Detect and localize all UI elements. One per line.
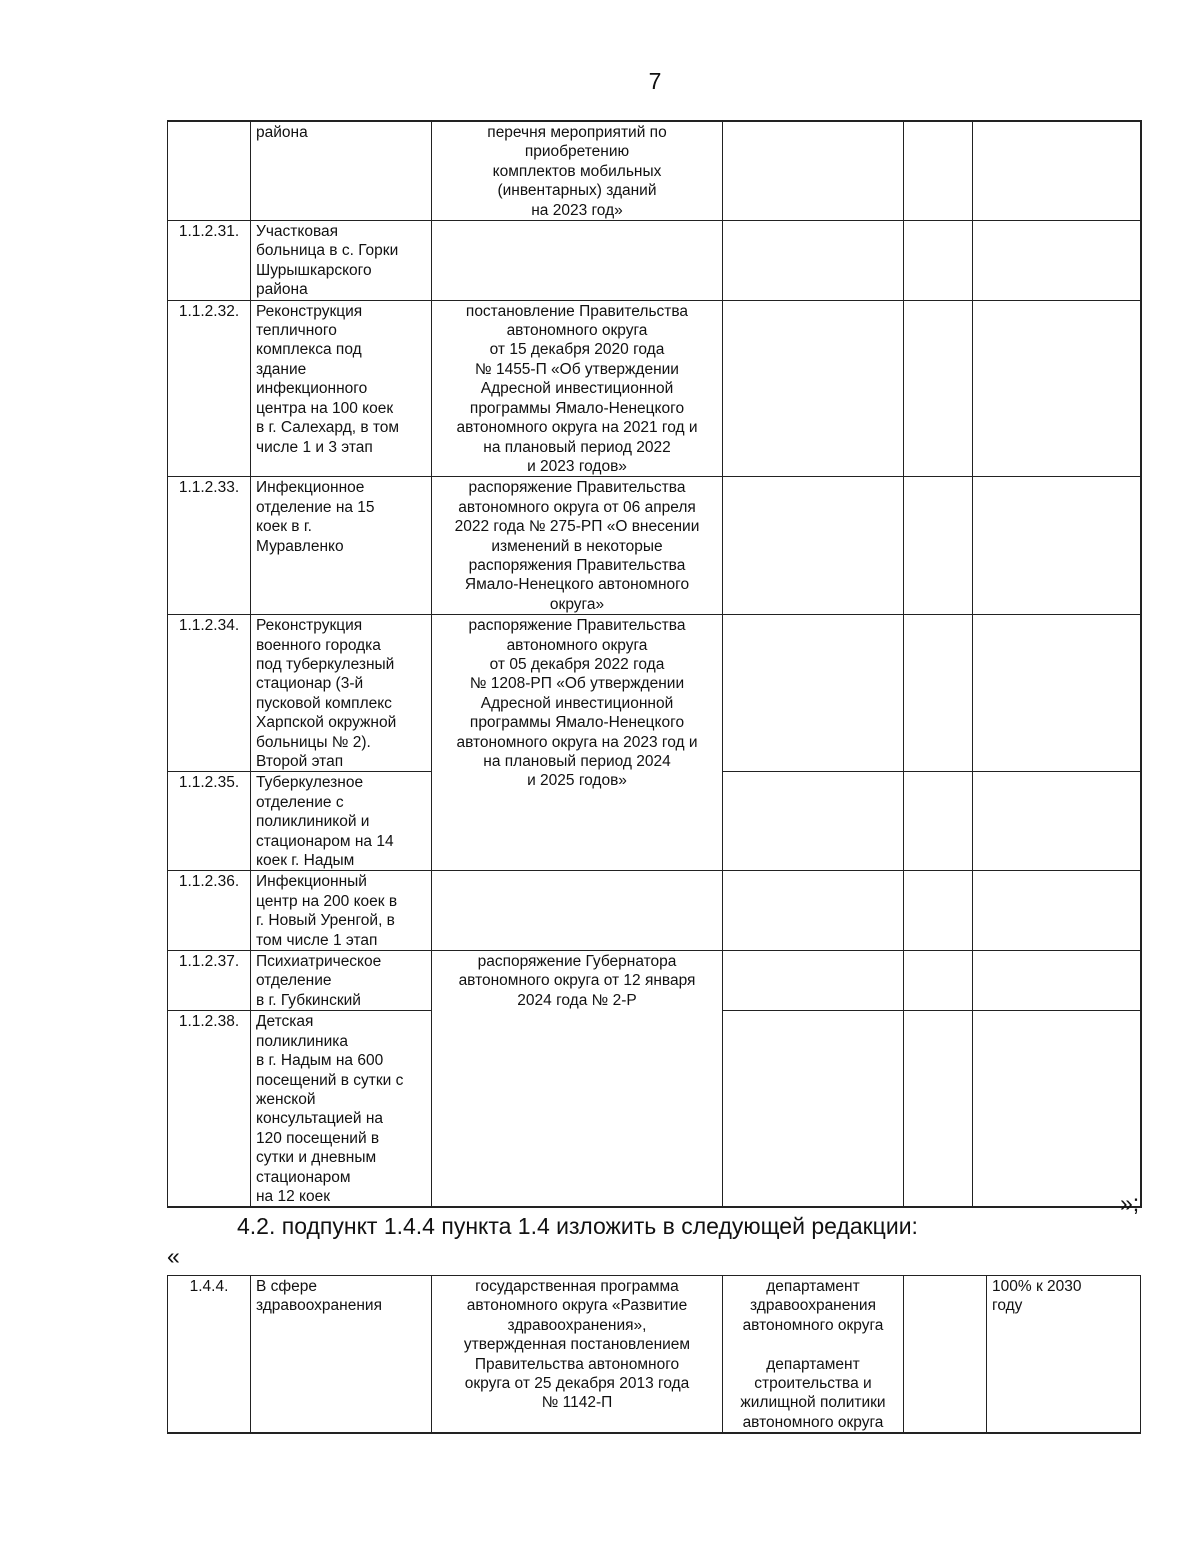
legal-document: государственная программа автономного округа «Развитие здравоохранения», утвержденная постановлением Правительства автономного округа от 25 декабря 2013 года № 1142-П: [432, 1276, 723, 1434]
row-number: 1.1.2.38.: [168, 1011, 251, 1208]
legal-document: распоряжение Правительства автономного округа от 06 апреля 2022 года № 275-РП «О внесении изменений в некоторые распоряжения Правительства Ямало-Ненецкого автономного округа»: [432, 477, 723, 615]
executor-cell: [723, 300, 904, 477]
target-cell: [973, 477, 1141, 615]
executor-cell: [723, 121, 904, 221]
table-row: [168, 871, 1141, 951]
executor-cell: [723, 221, 904, 301]
executor-cell: департамент здравоохранения автономного округа департамент строительства и жилищной политики автономного округа: [723, 1276, 904, 1434]
object-name: Участковая больница в с. Горки Шурышкарского района: [251, 221, 432, 301]
empty-cell: [904, 1011, 973, 1208]
target-cell: [973, 121, 1141, 221]
table-row: [168, 477, 1141, 615]
target-cell: [973, 615, 1141, 772]
legal-document: распоряжение Губернатора автономного округа от 12 января 2024 года № 2-Р: [432, 951, 723, 1208]
legal-document: [432, 871, 723, 951]
target-cell: [973, 871, 1141, 951]
target-cell: [973, 951, 1141, 1011]
object-name: района: [251, 121, 432, 221]
empty-cell: [904, 121, 973, 221]
target-cell: [973, 221, 1141, 301]
page-number: 7: [648, 68, 662, 94]
row-number: 1.1.2.33.: [168, 477, 251, 615]
row-number: 1.4.4.: [168, 1276, 251, 1434]
object-name: Реконструкция тепличного комплекса под здание инфекционного центра на 100 коек в г. Салехард, в том числе 1 и 3 этап: [251, 300, 432, 477]
table-row: [168, 951, 1141, 1011]
table-row: [168, 1276, 1141, 1434]
legal-document: перечня мероприятий по приобретению комплектов мобильных (инвентарных) зданий на 2023 год»: [432, 121, 723, 221]
legal-document: [432, 221, 723, 301]
target-cell: [973, 1011, 1141, 1208]
legal-document: распоряжение Правительства автономного округа от 05 декабря 2022 года № 1208-РП «Об утверждении Адресной инвестиционной программы Ямало-Ненецкого автономного округа на 2023 год и на плановый период 2024 и 2025 годов»: [432, 615, 723, 871]
table-row: [168, 615, 1141, 772]
empty-cell: [904, 871, 973, 951]
row-number: [168, 121, 251, 221]
closing-quote: »;: [1120, 1190, 1140, 1216]
legal-document: постановление Правительства автономного округа от 15 декабря 2020 года № 1455-П «Об утверждении Адресной инвестиционной программы Ямало-Ненецкого автономного округа на 2021 год и на плановый период 2022 и 2023 годов»: [432, 300, 723, 477]
object-name: Психиатрическое отделение в г. Губкинский: [251, 951, 432, 1011]
table-row: [168, 300, 1141, 477]
amendment-heading: 4.2. подпункт 1.4.4 пункта 1.4 изложить в следующей редакции:: [237, 1213, 918, 1239]
row-number: 1.1.2.34.: [168, 615, 251, 772]
object-name: Реконструкция военного городка под туберкулезный стационар (3-й пусковой комплекс Харпской окружной больницы № 2). Второй этап: [251, 615, 432, 772]
object-name: Туберкулезное отделение с поликлиникой и стационаром на 14 коек г. Надым: [251, 772, 432, 871]
target-cell: [973, 772, 1141, 871]
empty-cell: [904, 951, 973, 1011]
amendment-table: [167, 1275, 1141, 1434]
empty-cell: [904, 1276, 987, 1434]
target-cell: [973, 300, 1141, 477]
objects-table: [167, 120, 1142, 1208]
empty-cell: [904, 615, 973, 772]
empty-cell: [904, 477, 973, 615]
executor-cell: [723, 871, 904, 951]
table-row: [168, 221, 1141, 301]
target-cell: 100% к 2030 году: [987, 1276, 1141, 1434]
row-number: 1.1.2.32.: [168, 300, 251, 477]
row-number: 1.1.2.31.: [168, 221, 251, 301]
empty-cell: [904, 221, 973, 301]
opening-quote: «: [167, 1243, 180, 1269]
sphere-name: В сфере здравоохранения: [251, 1276, 432, 1434]
row-number: 1.1.2.35.: [168, 772, 251, 871]
empty-cell: [904, 300, 973, 477]
executor-cell: [723, 1011, 904, 1208]
object-name: Инфекционное отделение на 15 коек в г. Муравленко: [251, 477, 432, 615]
executor-cell: [723, 615, 904, 772]
row-number: 1.1.2.37.: [168, 951, 251, 1011]
object-name: Инфекционный центр на 200 коек в г. Новый Уренгой, в том числе 1 этап: [251, 871, 432, 951]
empty-cell: [904, 772, 973, 871]
table-row: [168, 121, 1141, 221]
executor-cell: [723, 477, 904, 615]
executor-cell: [723, 772, 904, 871]
executor-cell: [723, 951, 904, 1011]
row-number: 1.1.2.36.: [168, 871, 251, 951]
object-name: Детская поликлиника в г. Надым на 600 посещений в сутки с женской консультацией на 120 посещений в сутки и дневным стационаром на 12 коек: [251, 1011, 432, 1208]
